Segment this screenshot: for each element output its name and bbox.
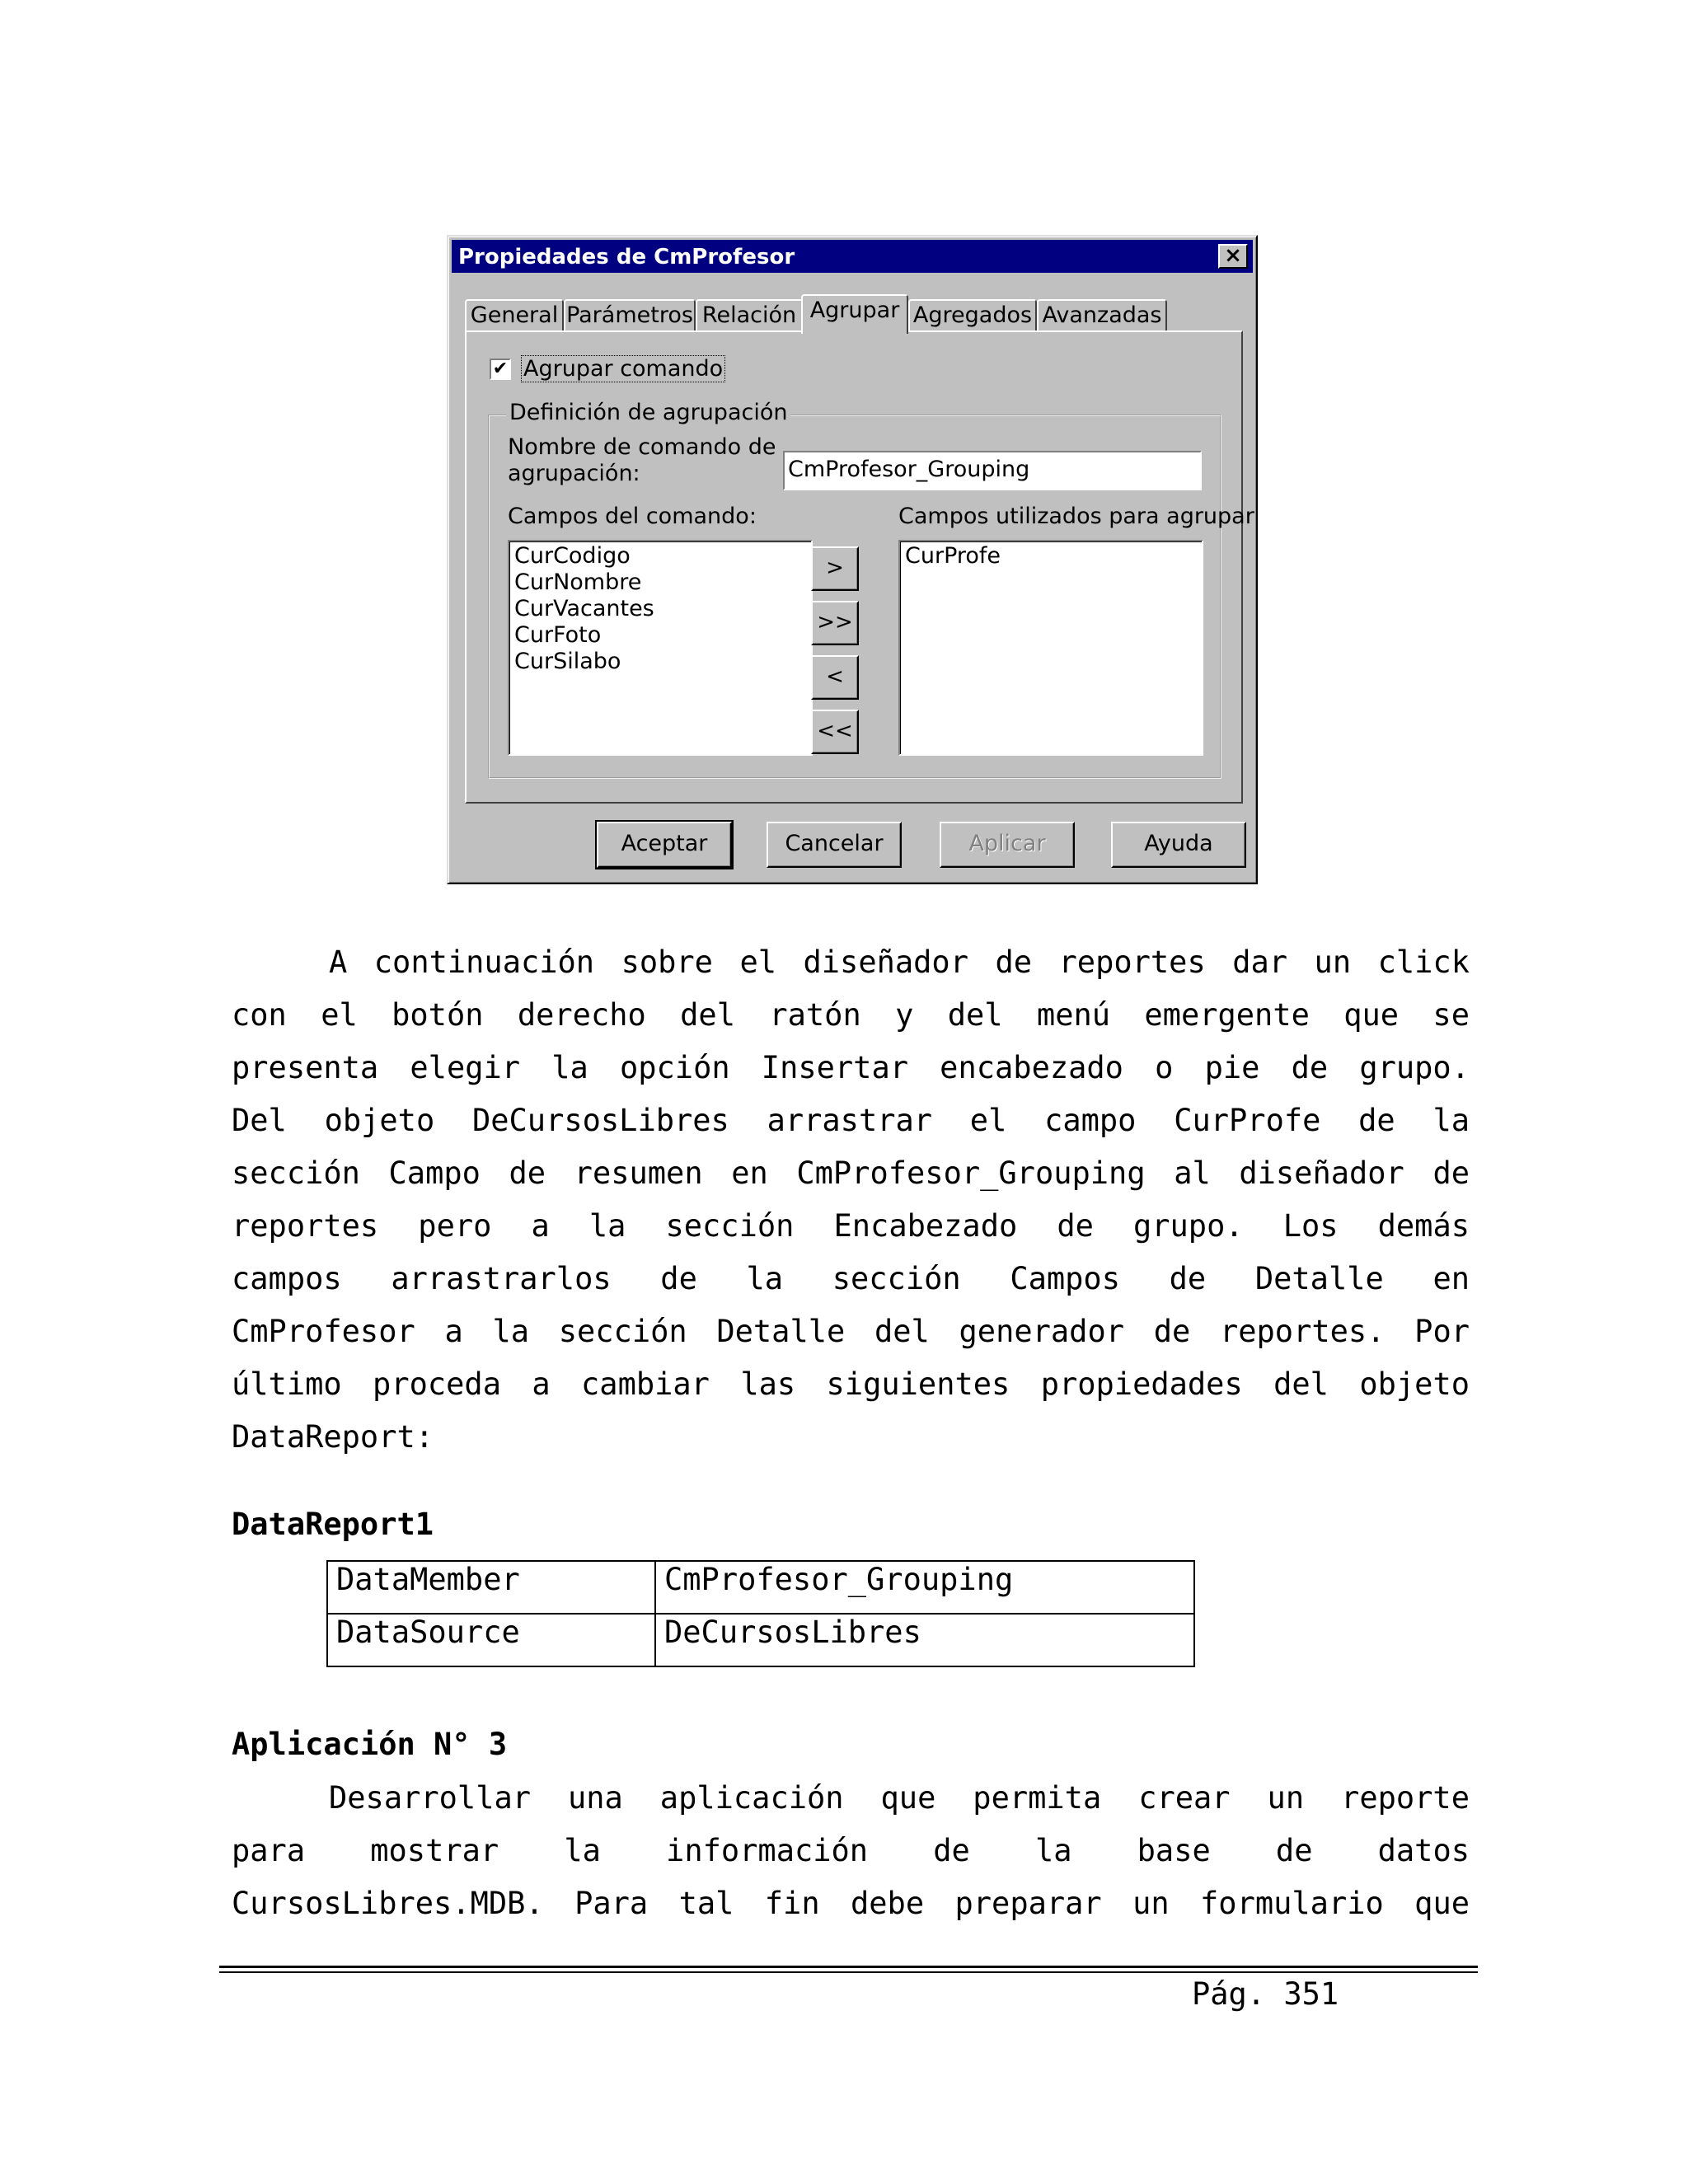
grouping-name-label-line2: agrupación: <box>508 461 640 486</box>
tab-relacion[interactable]: Relación <box>696 299 803 332</box>
text-line: CmProfesor a la sección Detalle del generador de reportes. Por <box>232 1314 1470 1349</box>
text-line: CursosLibres.MDB. Para tal fin debe preparar un formulario que <box>232 1886 1470 1921</box>
footer-rule <box>219 1971 1478 1973</box>
table-cell: DataMember <box>327 1561 655 1614</box>
text-line: con el botón derecho del ratón y del menú emergente que se <box>232 997 1470 1033</box>
list-item[interactable]: CurVacantes <box>514 596 654 621</box>
accept-button[interactable]: Aceptar <box>597 822 732 868</box>
table-cell: CmProfesor_Grouping <box>655 1561 1194 1614</box>
close-button[interactable]: × <box>1218 244 1248 269</box>
groupbox-title: Definición de agrupación <box>506 400 790 425</box>
grouping-name-label-line1: Nombre de comando de <box>508 434 776 460</box>
tab-panel-agrupar <box>465 330 1254 804</box>
section-heading-aplicacion: Aplicación N° 3 <box>232 1727 508 1762</box>
list-item[interactable]: CurFoto <box>514 622 602 648</box>
tab-agrupar[interactable]: Agrupar <box>801 294 908 334</box>
list-item[interactable]: CurSilabo <box>514 649 621 674</box>
list-item[interactable]: CurNombre <box>514 569 642 595</box>
help-button[interactable]: Ayuda <box>1111 822 1246 868</box>
text-line: reportes pero a la sección Encabezado de grupo. Los demás <box>232 1208 1470 1244</box>
dialog-title: Propiedades de CmProfesor <box>458 245 795 269</box>
text-line: presenta elegir la opción Insertar encabezado o pie de grupo. <box>232 1050 1470 1085</box>
command-fields-label: Campos del comando: <box>508 504 757 529</box>
text-line: sección Campo de resumen en CmProfesor_Grouping al diseñador de <box>232 1155 1470 1191</box>
remove-field-button[interactable]: < <box>811 655 859 700</box>
dialog-titlebar[interactable] <box>452 240 1253 273</box>
text-line: A continuación sobre el diseñador de reportes dar un click <box>329 944 1470 980</box>
text-line: Desarrollar una aplicación que permita crear un reporte <box>329 1780 1470 1816</box>
text-line: Del objeto DeCursosLibres arrastrar el campo CurProfe de la <box>232 1103 1470 1138</box>
group-command-label[interactable]: Agrupar comando <box>521 355 725 382</box>
section-heading-datareport1: DataReport1 <box>232 1507 434 1542</box>
text-line: campos arrastrarlos de la sección Campos de Detalle en <box>232 1261 1470 1296</box>
tab-parametros[interactable]: Parámetros <box>564 299 696 332</box>
footer-rule <box>219 1966 1478 1968</box>
grouping-fields-label: Campos utilizados para agrupar <box>898 504 1254 529</box>
list-item[interactable]: CurProfe <box>905 543 1001 569</box>
cancel-button[interactable]: Cancelar <box>767 822 902 868</box>
grouping-definition-groupbox <box>488 400 1254 779</box>
tab-general[interactable]: General <box>465 299 564 332</box>
table-cell: DeCursosLibres <box>655 1614 1194 1666</box>
table-row <box>327 1614 1194 1666</box>
remove-all-fields-button[interactable]: << <box>811 710 859 754</box>
tab-agregados[interactable]: Agregados <box>908 299 1037 332</box>
add-all-fields-button[interactable]: >> <box>811 601 859 645</box>
group-command-checkbox[interactable]: ✔ <box>490 359 511 380</box>
command-fields-listbox[interactable] <box>508 540 813 756</box>
text-line: DataReport: <box>232 1419 434 1455</box>
table-row <box>327 1561 1194 1614</box>
add-field-button[interactable]: > <box>811 546 859 591</box>
table-cell: DataSource <box>327 1614 655 1666</box>
apply-button[interactable]: Aplicar <box>940 822 1075 868</box>
text-line: último proceda a cambiar las siguientes propiedades del objeto <box>232 1366 1470 1402</box>
page-number: Pág. 351 <box>1192 1976 1339 2012</box>
properties-dialog <box>447 235 1258 884</box>
properties-table <box>326 1560 1195 1667</box>
list-item[interactable]: CurCodigo <box>514 543 631 569</box>
tab-avanzadas[interactable]: Avanzadas <box>1037 299 1167 332</box>
text-line: para mostrar la información de la base de datos <box>232 1833 1470 1868</box>
grouping-name-input[interactable]: CmProfesor_Grouping <box>783 451 1202 490</box>
grouping-fields-listbox[interactable] <box>898 540 1203 756</box>
